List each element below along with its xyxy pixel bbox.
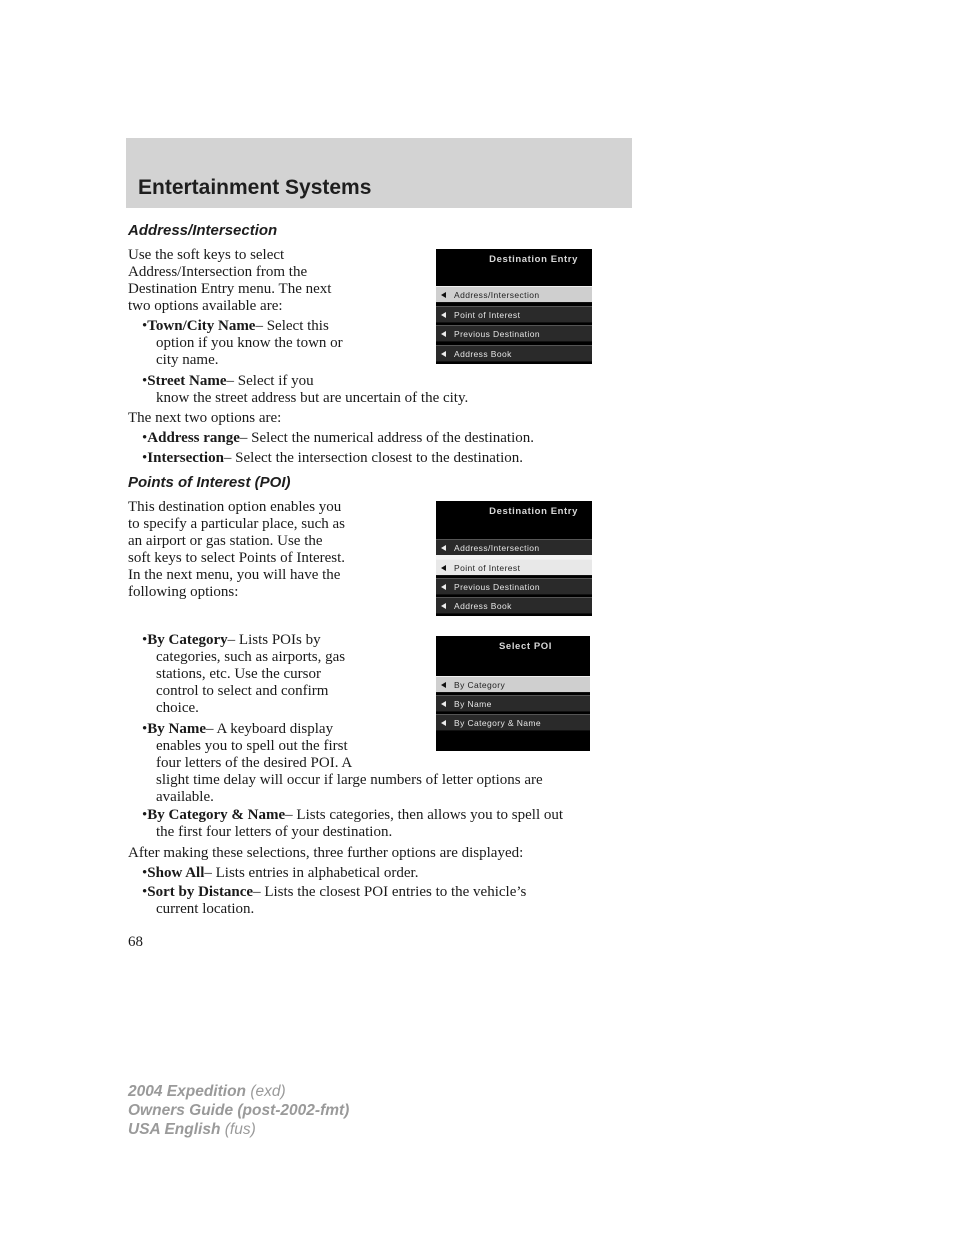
footer-line-3 xyxy=(128,1120,349,1139)
left-arrow-icon xyxy=(441,292,446,298)
intro-line: Destination Entry menu. The next xyxy=(128,281,332,297)
menu-item-label: By Category & Name xyxy=(454,717,542,728)
menu-item-label: Address Book xyxy=(454,348,512,359)
menu-item-previous-destination[interactable] xyxy=(436,325,592,342)
bullet-text: – Select this xyxy=(255,318,329,334)
bullet-text: available. xyxy=(156,789,214,805)
bullet-show-all: •Show All– Lists entries in alphabetical order. xyxy=(142,865,419,881)
select-poi-screen xyxy=(436,636,590,751)
bullet-text: four letters of the desired POI. A xyxy=(156,755,353,771)
bullet-intersection: •Intersection– Select the intersection closest to the destination. xyxy=(142,450,524,466)
menu-item-label: By Category xyxy=(454,679,506,690)
bullet-text: slight time delay will occur if large numbers of letter options are xyxy=(156,772,543,788)
left-arrow-icon xyxy=(441,545,446,551)
screen-title: Destination Entry xyxy=(489,254,578,265)
footer-text: (exd) xyxy=(246,1083,286,1100)
footer-bold: 2004 Expedition xyxy=(128,1083,247,1100)
menu-item-address-book[interactable] xyxy=(436,345,592,362)
intro-line: an airport or gas station. Use the xyxy=(128,533,323,549)
footer-bold: Owners Guide (post-2002-fmt) xyxy=(128,1102,350,1119)
bullet-text: – Lists categories, then allows you to spell out xyxy=(285,807,564,823)
bullet-term: Address range xyxy=(147,430,240,446)
footer-line-1 xyxy=(128,1082,349,1101)
intro-line: In the next menu, you will have the xyxy=(128,567,341,583)
intro-poi xyxy=(128,499,418,601)
bullet-text: enables you to spell out the first xyxy=(156,738,348,754)
bullet-term: Show All xyxy=(147,865,205,881)
bullet-text: stations, etc. Use the cursor xyxy=(156,666,321,682)
bullet-text: – Lists entries in alphabetical order. xyxy=(204,865,419,881)
bullet-text: know the street address but are uncertain of the city. xyxy=(156,390,469,406)
bullet-text: current location. xyxy=(156,901,255,917)
section-heading-poi: Points of Interest (POI) xyxy=(128,474,291,491)
bullet-text: – Select if you xyxy=(226,373,314,389)
intro-line: This destination option enables you xyxy=(128,499,342,515)
bullet-text: – Lists the closest POI entries to the vehicle’s xyxy=(253,884,527,900)
bullet-text: the first four letters of your destination. xyxy=(156,824,393,840)
menu-item-label: Previous Destination xyxy=(454,581,540,592)
menu-item-address-intersection[interactable] xyxy=(436,539,592,556)
screen-title: Destination Entry xyxy=(489,506,578,517)
bullet-text: – A keyboard display xyxy=(206,721,334,737)
footer-bold: USA English xyxy=(128,1121,221,1138)
left-arrow-icon xyxy=(441,565,446,571)
left-arrow-icon xyxy=(441,603,446,609)
bullet-sort-by-distance: •Sort by Distance– Lists the closest POI entries to the vehicle’s current location. xyxy=(142,884,527,917)
left-arrow-icon xyxy=(441,682,446,688)
bullet-street-name: •Street Name– Select if you know the street address but are uncertain of the city. xyxy=(142,373,469,406)
bullet-by-name: •By Name– A keyboard display enables you to spell out the first four letters of the desired POI. A slight time delay will occur if large numbers of letter options are available. xyxy=(142,721,543,805)
page-header-title: Entertainment Systems xyxy=(138,176,372,199)
destination-entry-screen-poi xyxy=(436,501,592,616)
left-arrow-icon xyxy=(441,720,446,726)
intro-address xyxy=(128,247,408,315)
next-options-text: The next two options are: xyxy=(128,410,282,426)
intro-line: Use the soft keys to select xyxy=(128,247,285,263)
bullet-text: option if you know the town or xyxy=(156,335,343,351)
left-arrow-icon xyxy=(441,701,446,707)
intro-line: soft keys to select Points of Interest. xyxy=(128,550,346,566)
footer-text: (fus) xyxy=(220,1121,256,1138)
bullet-town-city: •Town/City Name– Select this option if you know the town or city name. xyxy=(142,318,343,368)
menu-item-by-category-and-name[interactable] xyxy=(436,714,590,731)
menu-item-point-of-interest[interactable] xyxy=(436,559,592,576)
screen-title: Select POI xyxy=(499,641,552,652)
document-footer xyxy=(128,1082,349,1139)
menu-item-label: Point of Interest xyxy=(454,562,521,573)
menu-item-point-of-interest[interactable] xyxy=(436,306,592,323)
menu-item-by-name[interactable] xyxy=(436,695,590,712)
menu-item-label: Previous Destination xyxy=(454,328,540,339)
bullet-by-category: •By Category– Lists POIs by categories, such as airports, gas stations, etc. Use the cursor control to select and confirm choice. xyxy=(142,632,346,716)
bullet-text: – Select the intersection closest to the destination. xyxy=(223,450,524,466)
intro-line: two options available are: xyxy=(128,298,283,314)
menu-item-label: Address Book xyxy=(454,600,512,611)
destination-entry-screen xyxy=(436,249,592,364)
bullet-text: control to select and confirm xyxy=(156,683,329,699)
bullet-text: choice. xyxy=(156,700,199,716)
section-heading-address: Address/Intersection xyxy=(128,222,278,239)
bullet-term: By Name xyxy=(147,721,207,737)
footer-line-2 xyxy=(128,1101,349,1120)
bullet-term: Intersection xyxy=(147,450,224,466)
bullet-text: – Lists POIs by xyxy=(227,632,321,648)
menu-item-label: Address/Intersection xyxy=(454,289,540,300)
bullet-text: categories, such as airports, gas xyxy=(156,649,346,665)
bullet-by-category-and-name: •By Category & Name– Lists categories, then allows you to spell out the first four letters of your destination. xyxy=(142,807,564,840)
bullet-term: Street Name xyxy=(147,373,227,389)
bullet-address-range: •Address range– Select the numerical address of the destination. xyxy=(142,430,534,446)
menu-item-label: By Name xyxy=(454,698,492,709)
intro-line: Address/Intersection from the xyxy=(128,264,308,280)
bullet-term: Sort by Distance xyxy=(147,884,254,900)
left-arrow-icon xyxy=(441,312,446,318)
menu-item-label: Address/Intersection xyxy=(454,542,540,553)
bullet-term: Town/City Name xyxy=(147,318,256,334)
bullet-text: – Select the numerical address of the destination. xyxy=(239,430,534,446)
bullet-term: By Category & Name xyxy=(147,807,286,823)
menu-item-label: Point of Interest xyxy=(454,309,521,320)
menu-item-by-category[interactable] xyxy=(436,676,590,693)
left-arrow-icon xyxy=(441,351,446,357)
bullet-text: city name. xyxy=(156,352,219,368)
left-arrow-icon xyxy=(441,584,446,590)
page-number: 68 xyxy=(128,934,143,950)
intro-line: following options: xyxy=(128,584,239,600)
menu-item-address-intersection[interactable] xyxy=(436,286,592,303)
menu-item-previous-destination[interactable] xyxy=(436,578,592,595)
after-selections-text: After making these selections, three further options are displayed: xyxy=(128,845,524,861)
bullet-term: By Category xyxy=(147,632,228,648)
left-arrow-icon xyxy=(441,331,446,337)
menu-item-address-book[interactable] xyxy=(436,597,592,614)
intro-line: to specify a particular place, such as xyxy=(128,516,345,532)
